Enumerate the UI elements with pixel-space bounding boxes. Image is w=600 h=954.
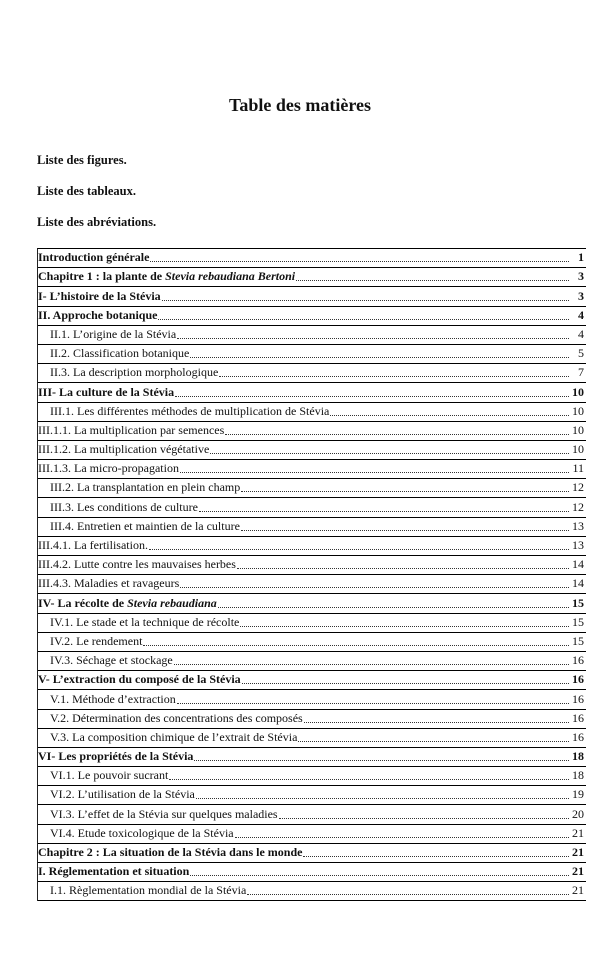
toc-dot-leader (218, 607, 569, 608)
toc-entry-label: II. Approche botanique (38, 307, 158, 322)
toc-page-number: 4 (578, 307, 584, 322)
toc-entry-label: I. Réglementation et situation (38, 864, 190, 879)
toc-page-number: 16 (572, 653, 584, 668)
toc-entry-label: III.1.3. La micro-propagation (38, 461, 179, 476)
toc-dot-leader (237, 568, 569, 569)
toc-entry-label: VI- Les propriétés de la Stévia (38, 749, 194, 764)
toc-entry-label: II.1. L’origine de la Stévia (50, 326, 177, 341)
toc-entry (38, 498, 586, 517)
table-of-contents (37, 248, 586, 901)
toc-entry-label: III.4.2. Lutte contre les mauvaises herbes (38, 557, 236, 572)
toc-page-number: 21 (572, 825, 584, 840)
toc-dot-leader (143, 645, 569, 646)
toc-dot-leader (177, 338, 569, 339)
toc-entry-label: V.1. Méthode d’extraction (50, 691, 176, 706)
toc-entry-label: II.3. La description morphologique (50, 365, 219, 380)
toc-entry (38, 460, 586, 479)
list-tables: Liste des tableaux. (37, 184, 136, 198)
toc-page-number: 11 (572, 461, 584, 476)
toc-page-number: 18 (572, 749, 584, 764)
toc-entry-label: II.2. Classification botanique (50, 346, 190, 361)
toc-entry-label: III.4. Entretien et maintien de la culture (50, 518, 240, 533)
toc-page-number: 12 (572, 480, 584, 495)
lists-section (37, 153, 156, 246)
toc-entry-label: III.1. Les différentes méthodes de multiplication de Stévia (50, 403, 330, 418)
toc-entry-label: V.2. Détermination des concentrations des composés (50, 710, 303, 725)
toc-entry-label: VI.4. Etude toxicologique de la Stévia (50, 825, 234, 840)
toc-dot-leader (190, 357, 569, 358)
toc-dot-leader (210, 453, 569, 454)
toc-entry (38, 594, 586, 613)
toc-page-number: 16 (572, 691, 584, 706)
toc-page-number: 10 (572, 403, 584, 418)
toc-page-number: 3 (578, 288, 584, 303)
toc-entry-label: IV.1. Le stade et la technique de récolte (50, 614, 240, 629)
toc-dot-leader (296, 280, 569, 281)
toc-page-number: 14 (572, 576, 584, 591)
toc-entry (38, 729, 586, 748)
toc-page-number: 21 (572, 883, 584, 898)
toc-entry-label: IV.2. Le rendement (50, 633, 143, 648)
toc-entry (38, 786, 586, 805)
toc-entry (38, 364, 586, 383)
toc-entry (38, 863, 586, 882)
toc-entry-label: IV- La récolte de Stevia rebaudiana (38, 595, 217, 610)
toc-page-number: 10 (572, 384, 584, 399)
toc-entry-label: III.4.1. La fertilisation. (38, 538, 148, 552)
toc-entry-label: IV.3. Séchage et stockage (50, 653, 173, 668)
toc-dot-leader (199, 511, 569, 512)
toc-page-number: 13 (572, 518, 584, 533)
toc-page-number: 12 (572, 499, 584, 514)
toc-page-number: 21 (572, 864, 584, 879)
toc-page-number: 19 (572, 787, 584, 802)
list-figures: Liste des figures. (37, 153, 127, 167)
toc-dot-leader (162, 300, 569, 301)
toc-page-number: 10 (572, 422, 584, 437)
toc-entry (38, 690, 586, 709)
toc-entry (38, 614, 586, 633)
toc-entry (38, 307, 586, 326)
toc-dot-leader (175, 396, 569, 397)
toc-dot-leader (242, 683, 569, 684)
toc-entry (38, 537, 586, 556)
toc-entry-label: III.4.3. Maladies et ravageurs (38, 576, 180, 591)
toc-page-number: 1 (578, 250, 584, 265)
toc-page-number: 15 (572, 633, 584, 648)
toc-entry (38, 710, 586, 729)
toc-dot-leader (194, 760, 569, 761)
toc-entry (38, 652, 586, 671)
toc-dot-leader (240, 626, 569, 627)
toc-page-number: 15 (572, 614, 584, 629)
toc-page-number: 16 (572, 672, 584, 687)
toc-entry-label: I.1. Règlementation mondial de la Stévia (50, 883, 247, 898)
toc-dot-leader (298, 741, 569, 742)
toc-dot-leader (190, 875, 569, 876)
toc-dot-leader (304, 722, 569, 723)
toc-dot-leader (169, 779, 569, 780)
toc-dot-leader (279, 818, 569, 819)
toc-entry (38, 805, 586, 824)
toc-dot-leader (150, 261, 569, 262)
toc-dot-leader (247, 894, 569, 895)
toc-entry (38, 518, 586, 537)
toc-entry (38, 882, 586, 901)
toc-entry-label: III- La culture de la Stévia (38, 384, 175, 399)
toc-entry-label: III.3. Les conditions de culture (50, 499, 198, 514)
toc-entry (38, 403, 586, 422)
toc-entry (38, 383, 586, 402)
toc-entry (38, 249, 586, 268)
toc-page-number: 15 (572, 595, 584, 610)
toc-entry-label: III.1.2. La multiplication végétative (38, 442, 210, 457)
toc-page-number: 7 (578, 365, 584, 380)
toc-entry (38, 422, 586, 441)
toc-dot-leader (180, 587, 569, 588)
toc-entry-label: I- L’histoire de la Stévia (38, 288, 161, 303)
toc-page-number: 16 (572, 710, 584, 725)
toc-dot-leader (177, 703, 569, 704)
toc-dot-leader (241, 491, 569, 492)
toc-dot-leader (196, 798, 569, 799)
toc-entry-label: V- L’extraction du composé de la Stévia (38, 672, 241, 687)
toc-entry (38, 671, 586, 690)
toc-page-number: 16 (572, 729, 584, 744)
toc-page-number: 20 (572, 806, 584, 821)
toc-dot-leader (158, 319, 569, 320)
toc-entry-label: VI.3. L’effet de la Stévia sur quelques maladies (50, 806, 278, 821)
toc-page-number: 18 (572, 768, 584, 783)
list-abbreviations: Liste des abréviations. (37, 215, 157, 229)
toc-entry (38, 575, 586, 594)
toc-page-number: 10 (572, 442, 584, 457)
toc-page-number: 3 (578, 269, 584, 284)
toc-entry-label: Chapitre 1 : la plante de Stevia rebaudiana Bertoni (38, 269, 296, 284)
toc-page-number: 14 (572, 557, 584, 572)
toc-dot-leader (241, 530, 569, 531)
toc-entry (38, 441, 586, 460)
toc-entry (38, 556, 586, 575)
toc-dot-leader (219, 376, 569, 377)
toc-entry (38, 345, 586, 364)
toc-entry-label: Introduction générale (38, 250, 150, 265)
toc-page-number: 4 (578, 326, 584, 341)
toc-dot-leader (330, 415, 569, 416)
toc-page-number: 5 (578, 346, 584, 361)
toc-page-number: 13 (572, 538, 584, 552)
toc-page-number: 21 (572, 845, 584, 859)
toc-entry-label: VI.1. Le pouvoir sucrant (50, 768, 169, 783)
toc-dot-leader (180, 472, 569, 473)
toc-entry (38, 479, 586, 498)
toc-dot-leader (174, 664, 569, 665)
toc-dot-leader (149, 549, 569, 550)
toc-entry-label: III.2. La transplantation en plein champ (50, 480, 241, 495)
toc-dot-leader (303, 856, 569, 857)
toc-entry (38, 287, 586, 306)
toc-entry-label: VI.2. L’utilisation de la Stévia (50, 787, 195, 802)
toc-entry-label: III.1.1. La multiplication par semences (38, 422, 225, 437)
toc-entry-label: V.3. La composition chimique de l’extrait de Stévia (50, 729, 298, 744)
toc-entry-label: Chapitre 2 : La situation de la Stévia dans le monde (38, 845, 303, 859)
toc-entry (38, 825, 586, 844)
toc-entry (38, 844, 586, 863)
toc-entry (38, 268, 586, 287)
toc-entry (38, 633, 586, 652)
toc-dot-leader (235, 837, 569, 838)
toc-entry (38, 748, 586, 767)
toc-entry (38, 326, 586, 345)
toc-entry (38, 767, 586, 786)
page-title: Table des matières (229, 95, 371, 115)
toc-dot-leader (225, 434, 569, 435)
